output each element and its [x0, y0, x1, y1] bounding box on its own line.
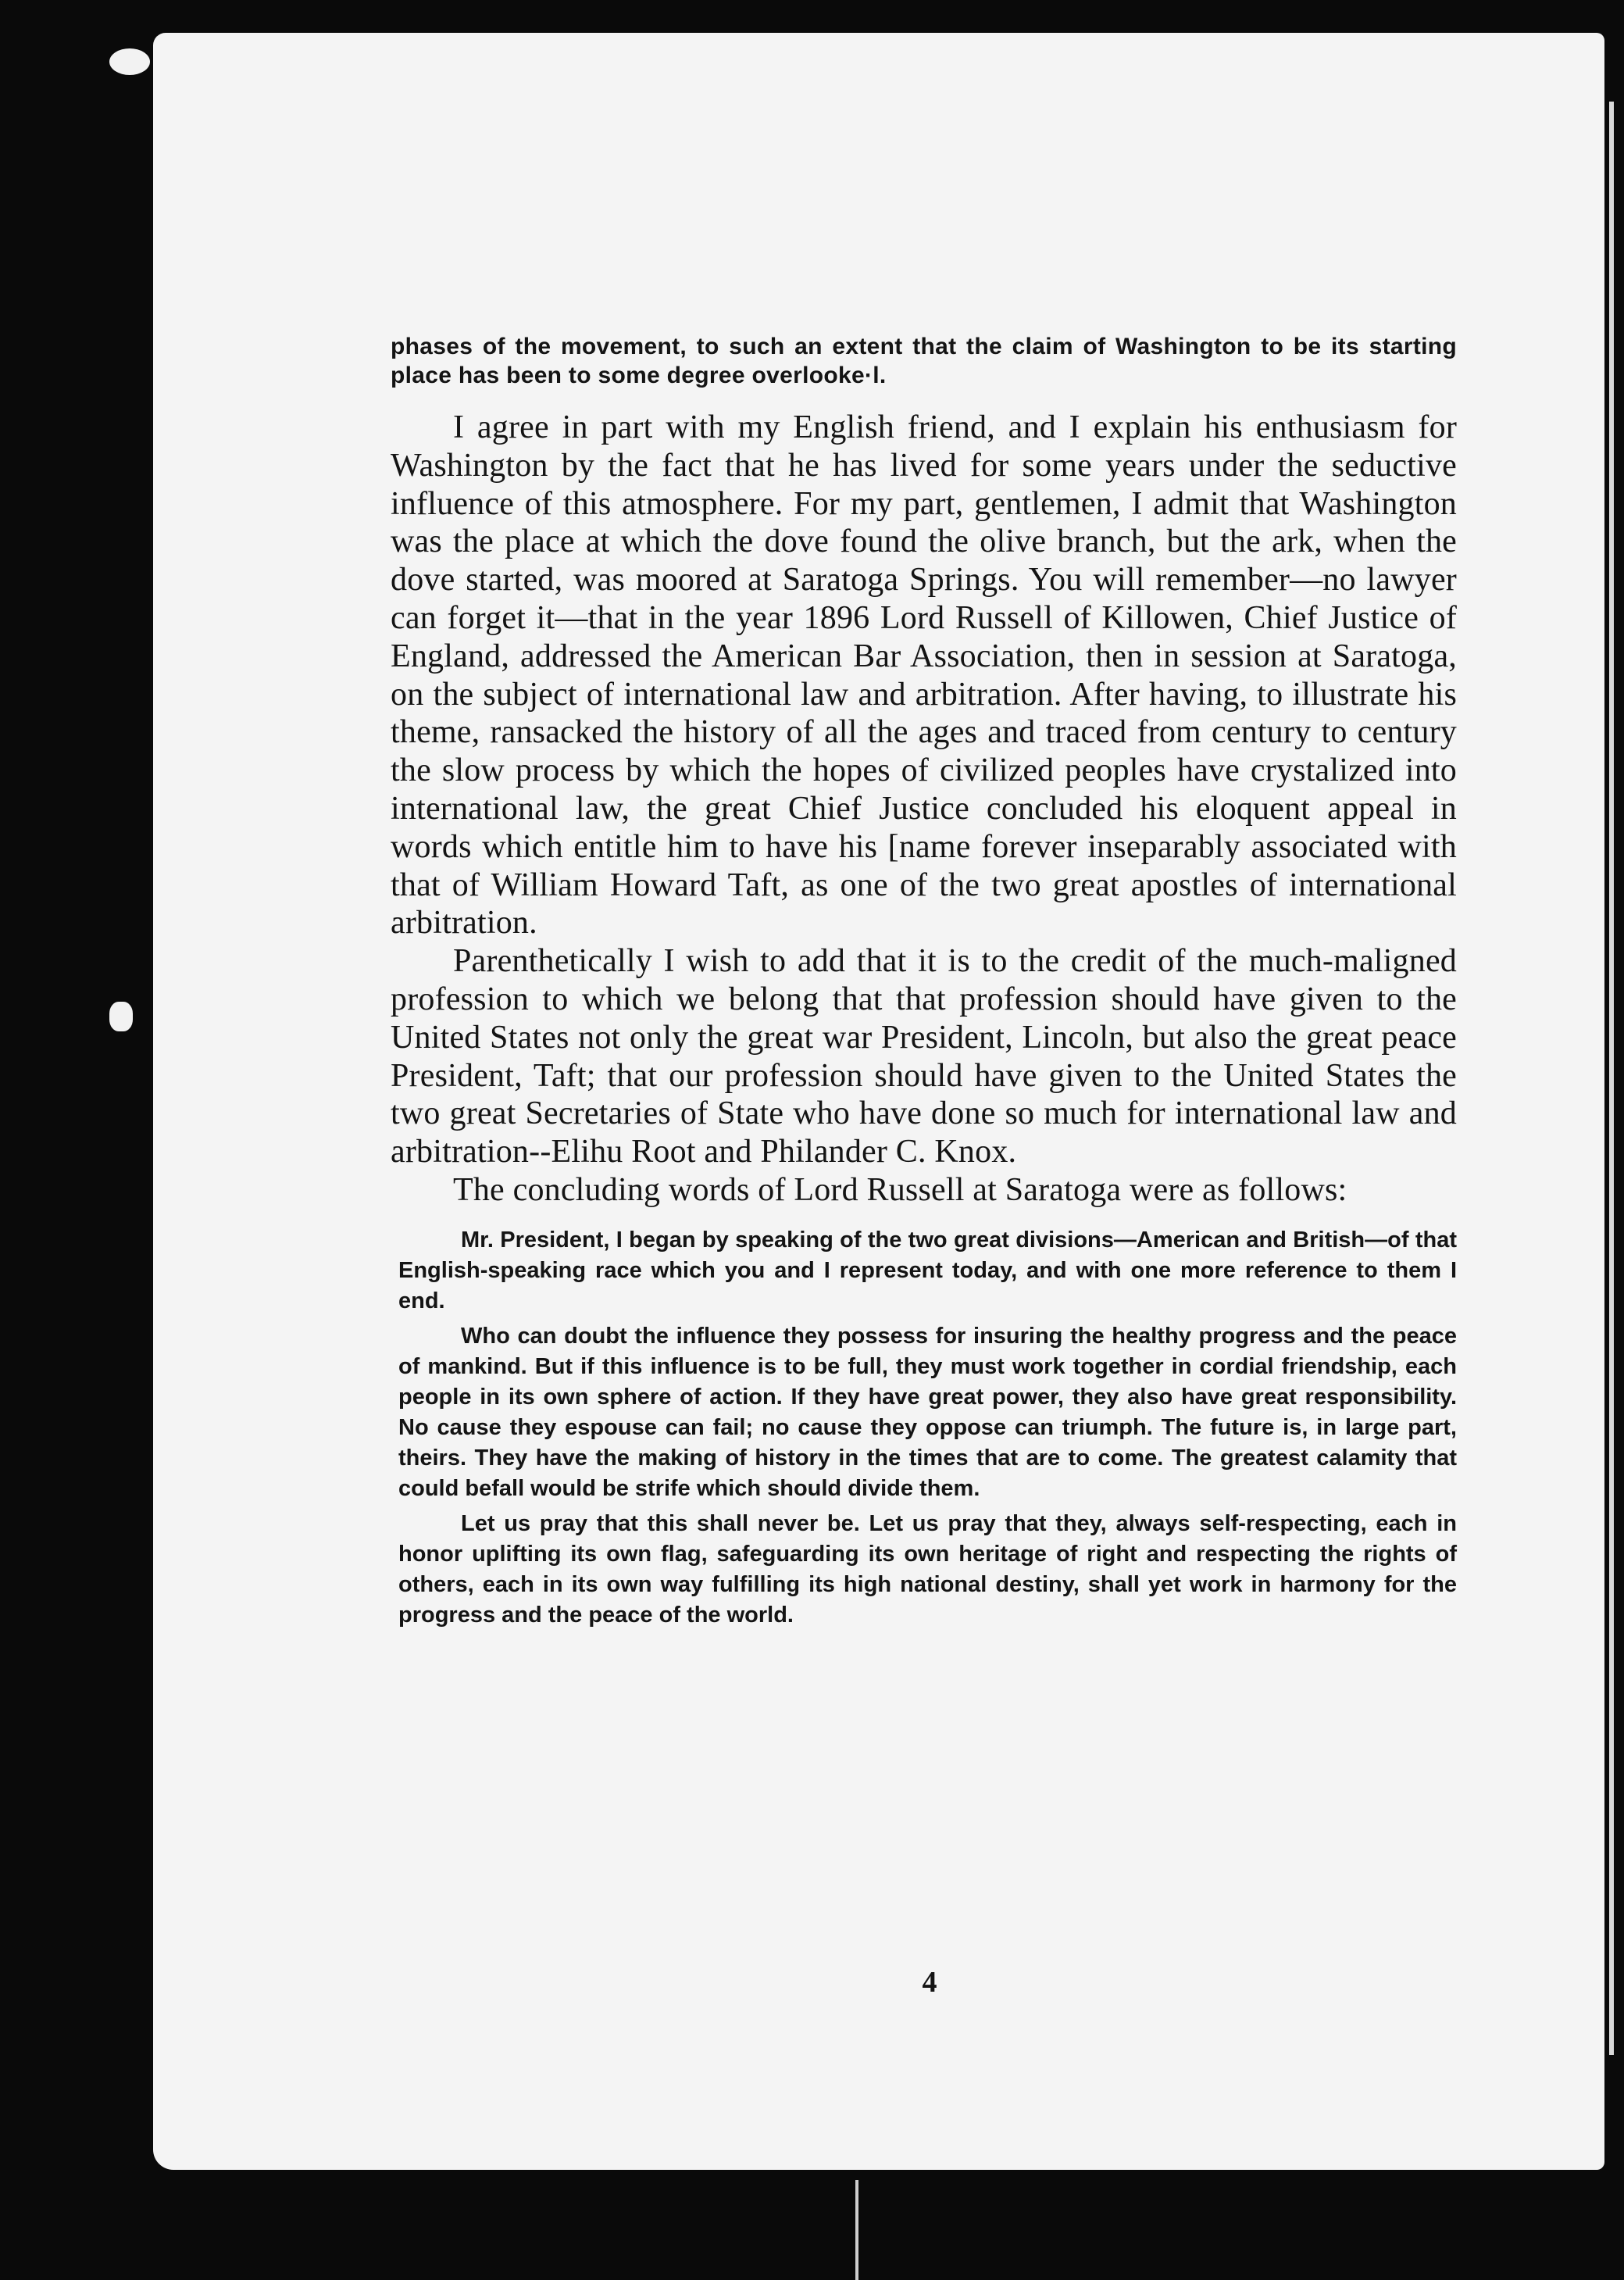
- scan-speck: [109, 48, 150, 75]
- block-quote: [391, 1225, 1457, 1631]
- body-paragraph: I agree in part with my English friend, and I explain his enthusiasm for Washington by the fact that he has lived for some years under the seductive influence of this atmosphere. For my part, gentlemen, I admit that Washington was the place at which the dove found the olive branch, but the ark, when the dove started, was moored at Saratoga Springs. You will remember—no lawyer can forget it—that in the year 1896 Lord Russell of Killowen, Chief Justice of England, addressed the American Bar Association, then in session at Saratoga, on the subject of international law and arbitration. After having, to illustrate his theme, ransacked the history of all the ages and traced from century to century the slow process by which the hopes of civilized peoples have crystalized into international law, the great Chief Justice concluded his eloquent appeal in words which entitle him to have his [name forever inseparably associated with that of William Howard Taft, as one of the two great apostles of international arbitration.: [391, 409, 1457, 942]
- document-text: [391, 332, 1457, 1635]
- scan-edge-line: [855, 2180, 858, 2280]
- quote-paragraph: Who can doubt the influence they possess for insuring the healthy progress and the peace of mankind. But if this influence is to be full, they must work together in cordial friendship, each people in its own sphere of action. If they have great power, they also have great responsibility. No cause they espouse can fail; no cause they oppose can triumph. The future is, in large part, theirs. They have the making of history in the times that are to come. The greatest calamity that could befall would be strife which should divide them.: [398, 1323, 1457, 1501]
- scan-speck: [109, 1002, 133, 1031]
- body-paragraph: Parenthetically I wish to add that it is to the credit of the much-maligned profession to which we belong that that profession should have given to the United States not only the great war President, Lincoln, but also the great peace President, Taft; that our profession should have given to the United States the two great Secretaries of State who have done so much for international law and arbitration--Elihu Root and Philander C. Knox.: [391, 943, 1457, 1170]
- quote-paragraph: Mr. President, I began by speaking of the two great divisions—American and British—of that English-speaking race which you and I represent today, and with one more reference to them I end.: [398, 1227, 1457, 1313]
- page-number: 4: [922, 1966, 937, 1999]
- carry-over-text: phases of the movement, to such an extent that the claim of Washington to be its starting place has been to some degree overlooke·l.: [391, 334, 1457, 388]
- quote-paragraph: Let us pray that this shall never be. Let us pray that they, always self-respecting, each in honor uplifting its own flag, safeguarding its own heritage of right and respecting the rights of others, each in its own way fulfilling its high national destiny, shall yet work in harmony for the progress and the peace of the world.: [398, 1510, 1457, 1628]
- body-paragraph: The concluding words of Lord Russell at Saratoga were as follows:: [453, 1171, 1347, 1208]
- scan-edge-line: [1609, 102, 1614, 2055]
